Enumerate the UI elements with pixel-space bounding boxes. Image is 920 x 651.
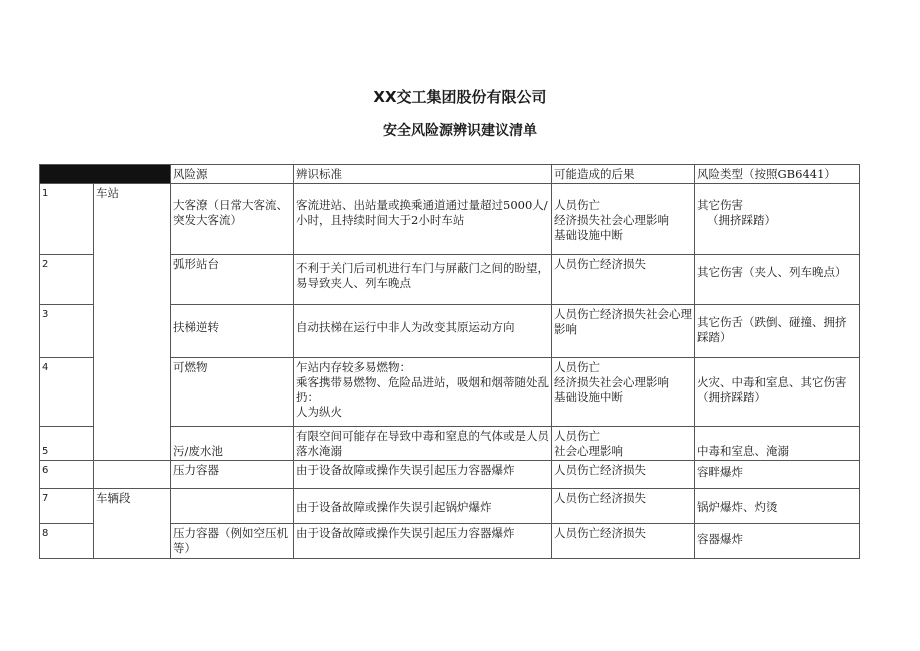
row-number: 2 — [40, 255, 94, 305]
document-subtitle: 安全风险源辨识建议清单 — [383, 123, 537, 139]
criteria-cell: 有限空间可能存在导致中毒和窒息的气体或是人员落水淹溺 — [294, 427, 552, 461]
risk-type-cell: 容器爆炸 — [695, 524, 860, 559]
risk-source-cell — [171, 489, 294, 524]
group-depot: 车辆段 — [94, 489, 171, 559]
row-number: 8 — [40, 524, 94, 559]
consequences-cell: 人员伤亡 社会心理影响 — [552, 427, 695, 461]
risk-source-cell: 污/废水池 — [171, 427, 294, 461]
table-row — [40, 489, 860, 524]
consequences-cell: 人员伤亡经济损失 — [552, 489, 695, 524]
consequences-cell: 人员伤亡经济损失 — [552, 255, 695, 305]
row-number: 7 — [40, 489, 94, 524]
consequences-cell: 人员伤亡经济损失 — [552, 461, 695, 489]
company-title: XX交工集团股份有限公司 — [373, 88, 547, 106]
consequences-cell: 人员伤亡经济损失 — [552, 524, 695, 559]
station-blank-cell — [94, 461, 171, 489]
risk-type-cell: 火灾、中毒和室息、其它伤害（拥挤踩踏） — [695, 358, 860, 427]
criteria-cell: 由于设备故障或操作失误引起锅炉爆炸 — [294, 489, 552, 524]
header-criteria: 辨识标准 — [294, 165, 552, 184]
criteria-cell: 客流进站、出站量或换乘通道通过量超过5000人/小时，且持续时间大于2小时车站 — [294, 184, 552, 255]
risk-source-cell: 大客潦（日常大客流、突发大客流） — [171, 184, 294, 255]
row-number: 5 — [40, 427, 94, 461]
risk-source-cell: 压力容器（例如空压机等） — [171, 524, 294, 559]
row-number: 1 — [40, 184, 94, 255]
risk-source-cell: 弧形站台 — [171, 255, 294, 305]
header-risk-type: 风险类型（按照GB6441） — [695, 165, 860, 184]
criteria-cell: 乍站内存较多易燃物： 乘客携带易燃物、危险品进站，吸烟和烟蒂随处乱扔： 人为纵火 — [294, 358, 552, 427]
risk-type-cell: 其它伤害（夹人、列车晚点） — [695, 255, 860, 305]
risk-source-cell: 可燃物 — [171, 358, 294, 427]
table-row — [40, 184, 860, 255]
consequences-cell: 人员伤亡经济损失社会心理影响 — [552, 305, 695, 358]
criteria-cell: 由于设备故障或操作失误引起压力容器爆炸 — [294, 524, 552, 559]
consequences-cell: 人员伤亡 经济损失社会心理影响 基础设施中断 — [552, 184, 695, 255]
risk-type-cell: 容畔爆炸 — [695, 461, 860, 489]
group-station: 车站 — [94, 184, 171, 461]
row-number: 6 — [40, 461, 94, 489]
risk-type-cell: 其它伤舌（跌倒、碰撞、拥挤踩踏） — [695, 305, 860, 358]
row-number: 3 — [40, 305, 94, 358]
risk-type-cell: 中毒和室息、淹溺 — [695, 427, 860, 461]
header-consequences: 可能造成的后果 — [552, 165, 695, 184]
header-risk-source: 风险源 — [171, 165, 294, 184]
risk-type-cell: 锅炉爆炸、灼烫 — [695, 489, 860, 524]
risk-source-cell: 压力容器 — [171, 461, 294, 489]
header-blank-cell — [40, 165, 171, 184]
row-number: 4 — [40, 358, 94, 427]
table-header-row — [40, 165, 860, 184]
risk-type-cell: 其它伤害 （拥挤踩踏） — [695, 184, 860, 255]
risk-table — [39, 164, 860, 559]
criteria-cell: 由于设备故障或操作失误引起压力容器爆炸 — [294, 461, 552, 489]
consequences-cell: 人员伤亡 经济损失社会心理影响 基础设施中断 — [552, 358, 695, 427]
risk-source-cell: 扶梯逆转 — [171, 305, 294, 358]
criteria-cell: 不利于关门后司机进行车门与屏蔽门之间的盼望，易导致夹人、列车晚点 — [294, 255, 552, 305]
criteria-cell: 自动扶梯在运行中非人为改变其原运动方向 — [294, 305, 552, 358]
table-row — [40, 461, 860, 489]
